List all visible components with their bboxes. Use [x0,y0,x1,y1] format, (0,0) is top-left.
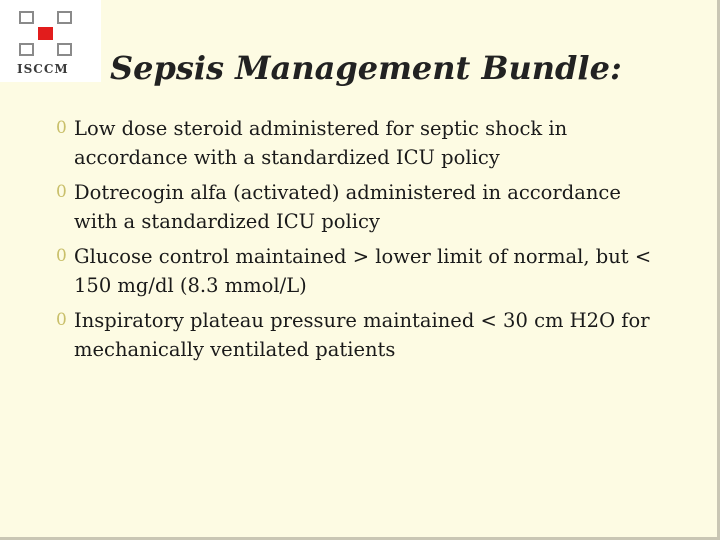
bullet-marker: 0 [56,246,67,266]
logo-cell [19,43,34,56]
slide-title: Sepsis Management Bundle: [110,49,622,87]
bullet-text: Inspiratory plateau pressure maintained < 30 cm H2O for mechanically ventilated patients [74,309,650,361]
bullet-item [56,242,656,300]
bullet-marker: 0 [56,118,67,138]
logo-cell-red [38,27,53,40]
isccm-logo [0,0,101,82]
bullet-marker: 0 [56,310,67,330]
bullet-text: Glucose control maintained > lower limit of normal, but < 150 mg/dl (8.3 mmol/L) [74,245,652,297]
logo-cell [57,11,72,24]
bullet-list [56,114,656,370]
bullet-text: Low dose steroid administered for septic shock in accordance with a standardized ICU policy [74,117,568,169]
bullet-item [56,306,656,364]
logo-text: ISCCM [17,62,69,76]
bullet-item [56,114,656,172]
logo-cell [57,43,72,56]
bullet-text: Dotrecogin alfa (activated) administered in accordance with a standardized ICU policy [74,181,621,233]
bullet-item [56,178,656,236]
logo-cell [19,11,34,24]
bullet-marker: 0 [56,182,67,202]
